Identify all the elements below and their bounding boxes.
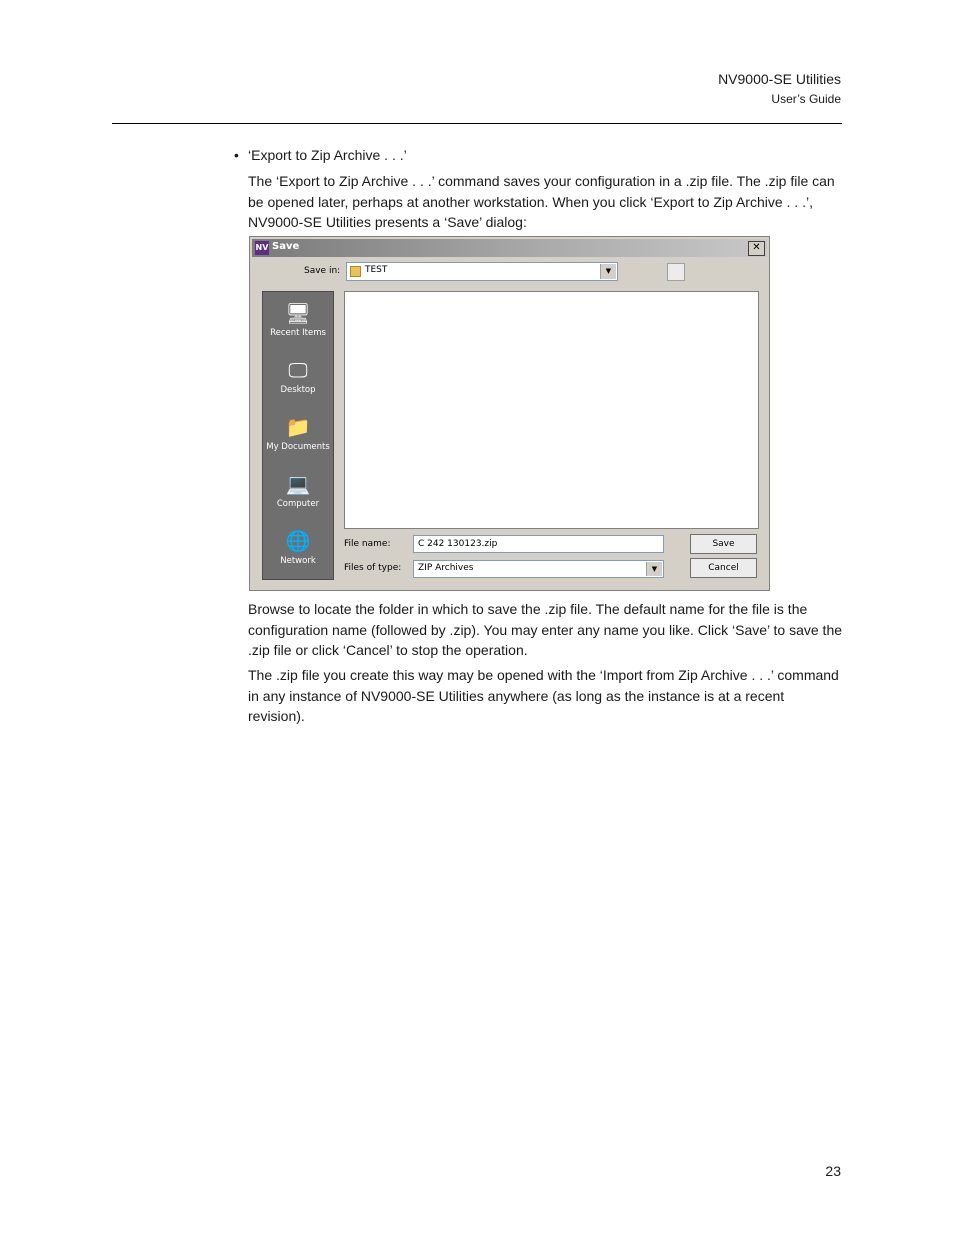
cancel-button[interactable]: Cancel xyxy=(690,558,757,578)
dialog-titlebar[interactable] xyxy=(252,239,767,257)
page-number: 23 xyxy=(825,1163,841,1179)
file-type-value: ZIP Archives xyxy=(418,563,474,573)
paragraph-2: Browse to locate the folder in which to save the .zip file. The default name for the file is the configuration name (followed by .zip). You may enter any name you like. Click ‘Save’ to save the .zip file or click ‘Cancel’ to stop the operation. xyxy=(248,601,843,658)
file-name-label: File name: xyxy=(344,539,391,549)
chevron-down-icon[interactable]: ▼ xyxy=(646,562,662,576)
intro-paragraph: The ‘Export to Zip Archive . . .’ command saves your configuration in a .zip file. The .zip file can be opened later, perhaps at another workstation. When you click ‘Export to Zip Archive . . .’, NV9000-SE Utilities presents a ‘Save’ dialog: xyxy=(248,173,835,230)
file-list[interactable] xyxy=(344,291,759,529)
bullet-marker: • xyxy=(234,147,239,163)
computer-icon: 💻 xyxy=(285,472,311,496)
place-my-documents[interactable] xyxy=(263,414,333,452)
desktop-icon: 🖵 xyxy=(288,358,308,382)
place-recent-items[interactable] xyxy=(263,300,333,338)
close-button[interactable]: ✕ xyxy=(748,241,765,256)
place-desktop[interactable] xyxy=(263,357,333,395)
place-label: Recent Items xyxy=(270,328,326,338)
header-subtitle: User’s Guide xyxy=(771,92,841,106)
place-computer[interactable] xyxy=(263,471,333,509)
bullet-heading: ‘Export to Zip Archive . . .’ xyxy=(248,147,407,163)
place-label: My Documents xyxy=(266,442,330,452)
place-network[interactable] xyxy=(263,528,333,566)
network-icon: 🌐 xyxy=(285,529,311,553)
chevron-down-icon[interactable]: ▼ xyxy=(600,264,616,279)
place-label: Network xyxy=(280,556,316,566)
app-logo-icon: NV xyxy=(255,241,269,255)
header-rule xyxy=(112,123,842,124)
save-dialog xyxy=(249,236,770,591)
new-folder-button[interactable] xyxy=(667,263,685,281)
save-button[interactable]: Save xyxy=(690,534,757,554)
save-in-value: TEST xyxy=(365,265,388,275)
folder-icon xyxy=(350,266,361,277)
save-in-select[interactable] xyxy=(346,262,618,281)
file-type-label: Files of type: xyxy=(344,563,402,573)
places-bar xyxy=(262,291,334,580)
save-in-label: Save in: xyxy=(304,266,341,276)
paragraph-3: The .zip file you create this way may be opened with the ‘Import from Zip Archive . . .’ command in any instance of NV9000-SE Utilities anywhere (as long as the instance is at a recent revision). xyxy=(248,667,839,724)
my-documents-icon: 📁 xyxy=(285,415,311,439)
file-type-select[interactable] xyxy=(413,560,664,578)
header-title: NV9000-SE Utilities xyxy=(718,71,841,87)
recent-items-icon: 🖥 xyxy=(285,301,311,325)
place-label: Desktop xyxy=(280,385,316,395)
file-name-input[interactable] xyxy=(413,535,664,553)
dialog-title: Save xyxy=(272,241,300,252)
place-label: Computer xyxy=(276,499,320,509)
